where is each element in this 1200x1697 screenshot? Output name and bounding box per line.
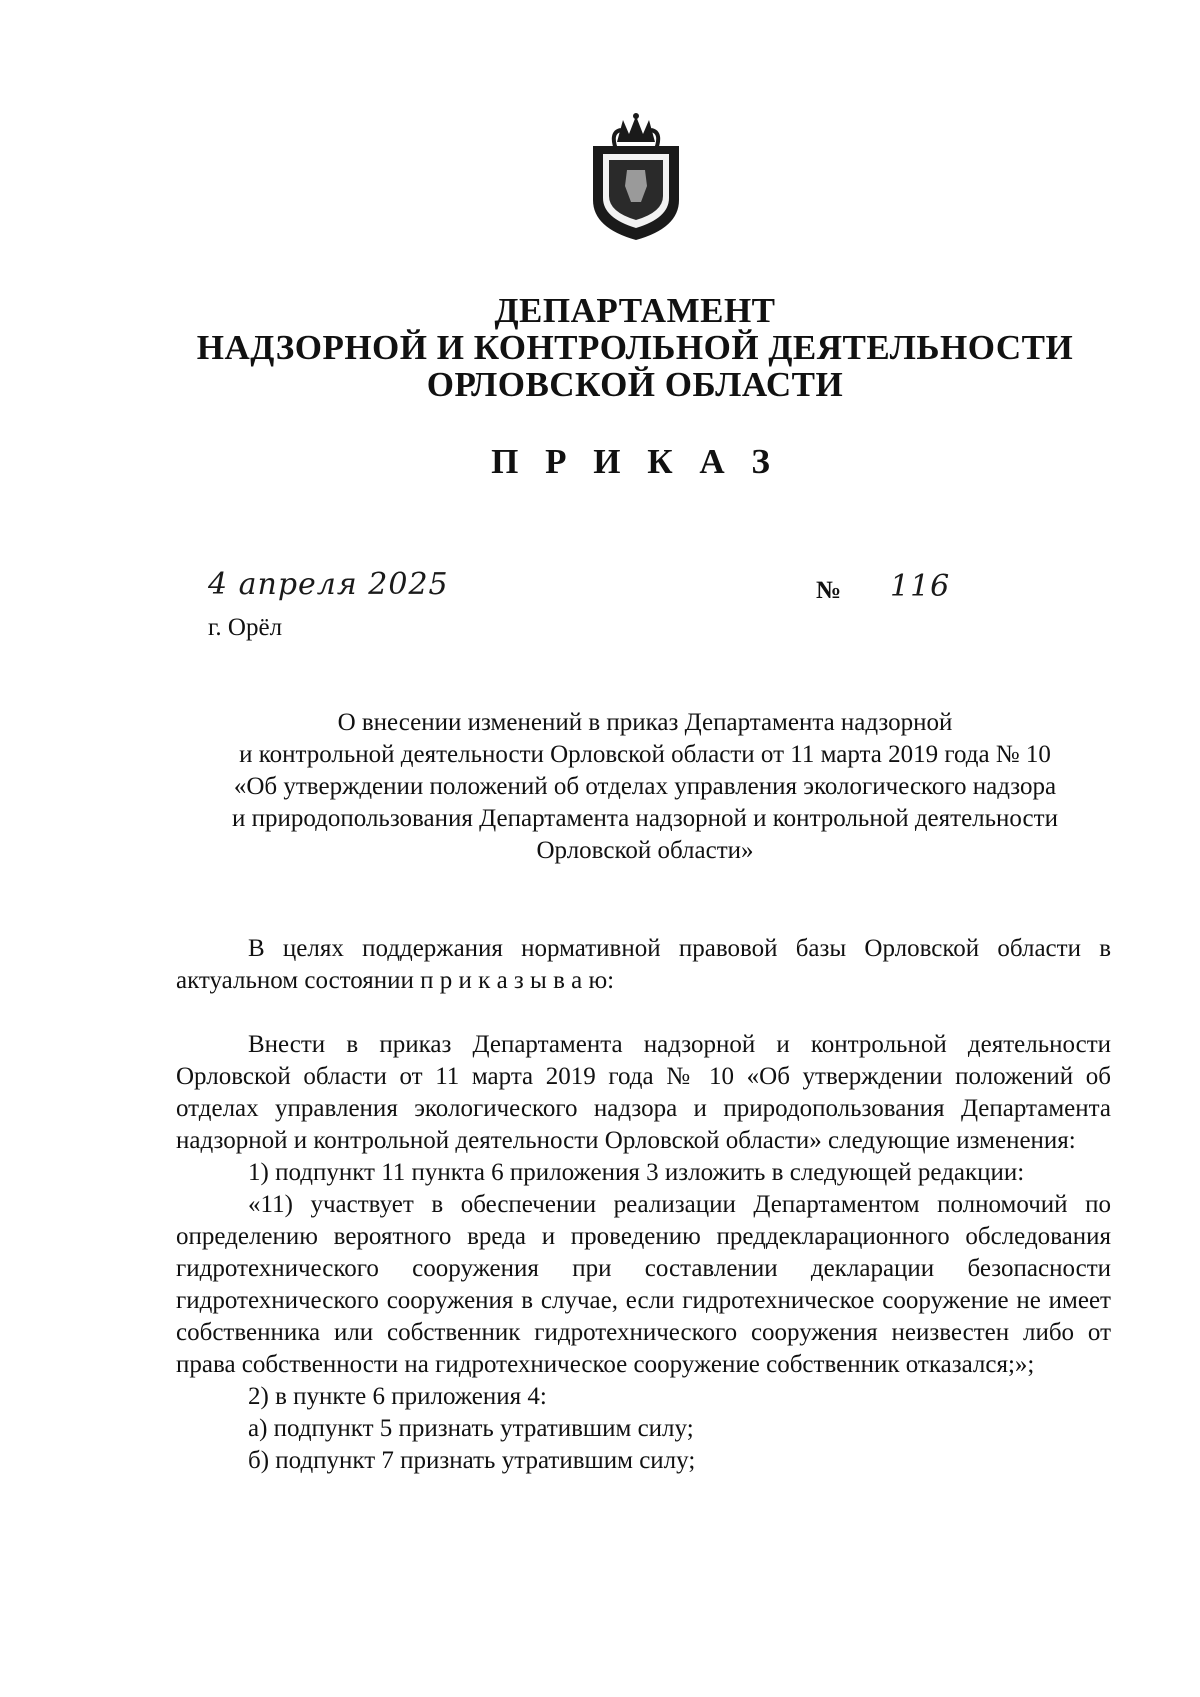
preamble-paragraph	[176, 933, 1111, 997]
intro-paragraph: Внести в приказ Департамента надзорной и контрольной деятельности Орловской области от 11 марта 2019 года № 10 «Об утверждении положений об отделах управления экологического надзора и природопользования Департамента надзорной и контрольной деятельности Орловской области» следующие изменения:	[176, 1031, 1111, 1154]
handwritten-number: 116	[890, 569, 951, 604]
order-word: п р и к а з ы в а ю:	[420, 967, 615, 994]
item-2: 2) в пункте 6 приложения 4:	[248, 1383, 547, 1410]
item-2a: а) подпункт 5 признать утратившим силу;	[248, 1415, 694, 1442]
department-name-line-1: ДЕПАРТАМЕНТ	[494, 291, 776, 330]
handwritten-date: 4 апреля 2025	[208, 567, 449, 602]
item-1-quote: «11) участвует в обеспечении реализации Департаментом полномочий по определению вероятного вреда и проведению преддекларационного обследования гидротехнического сооружения при составлении декларации безопасности гидротехнического сооружения в случае, если гидротехническое сооружение не имеет собственника или собственник гидротехнического сооружения неизвестен либо от права собственности на гидротехническое сооружение собственник отказался;»;	[176, 1191, 1111, 1378]
department-name-line-3: ОРЛОВСКОЙ ОБЛАСТИ	[426, 365, 844, 404]
coat-of-arms-icon	[587, 112, 685, 242]
number-label: №	[816, 577, 842, 604]
subject-line: О внесении изменений в приказ Департамента надзорной	[337, 709, 953, 736]
order-subject	[170, 707, 1120, 867]
preamble	[176, 933, 1111, 997]
item-2b: б) подпункт 7 признать утратившим силу;	[248, 1447, 696, 1474]
subject-line: и контрольной деятельности Орловской области от 11 марта 2019 года № 10	[239, 741, 1051, 768]
city: г. Орёл	[208, 614, 283, 641]
order-body	[176, 1029, 1111, 1477]
subject-line: «Об утверждении положений об отделах управления экологического надзора	[233, 773, 1057, 800]
item-1: 1) подпункт 11 пункта 6 приложения 3 изложить в следующей редакции:	[248, 1159, 1025, 1186]
subject-line: Орловской области»	[536, 837, 754, 864]
preamble-text: В целях поддержания нормативной правовой базы Орловской области в актуальном состоянии	[176, 935, 1111, 994]
document-type-title: П Р И К А З	[491, 442, 779, 481]
subject-line: и природопользования Департамента надзорной и контрольной деятельности	[232, 805, 1058, 832]
department-name-line-2: НАДЗОРНОЙ И КОНТРОЛЬНОЙ ДЕЯТЕЛЬНОСТИ	[196, 328, 1074, 367]
